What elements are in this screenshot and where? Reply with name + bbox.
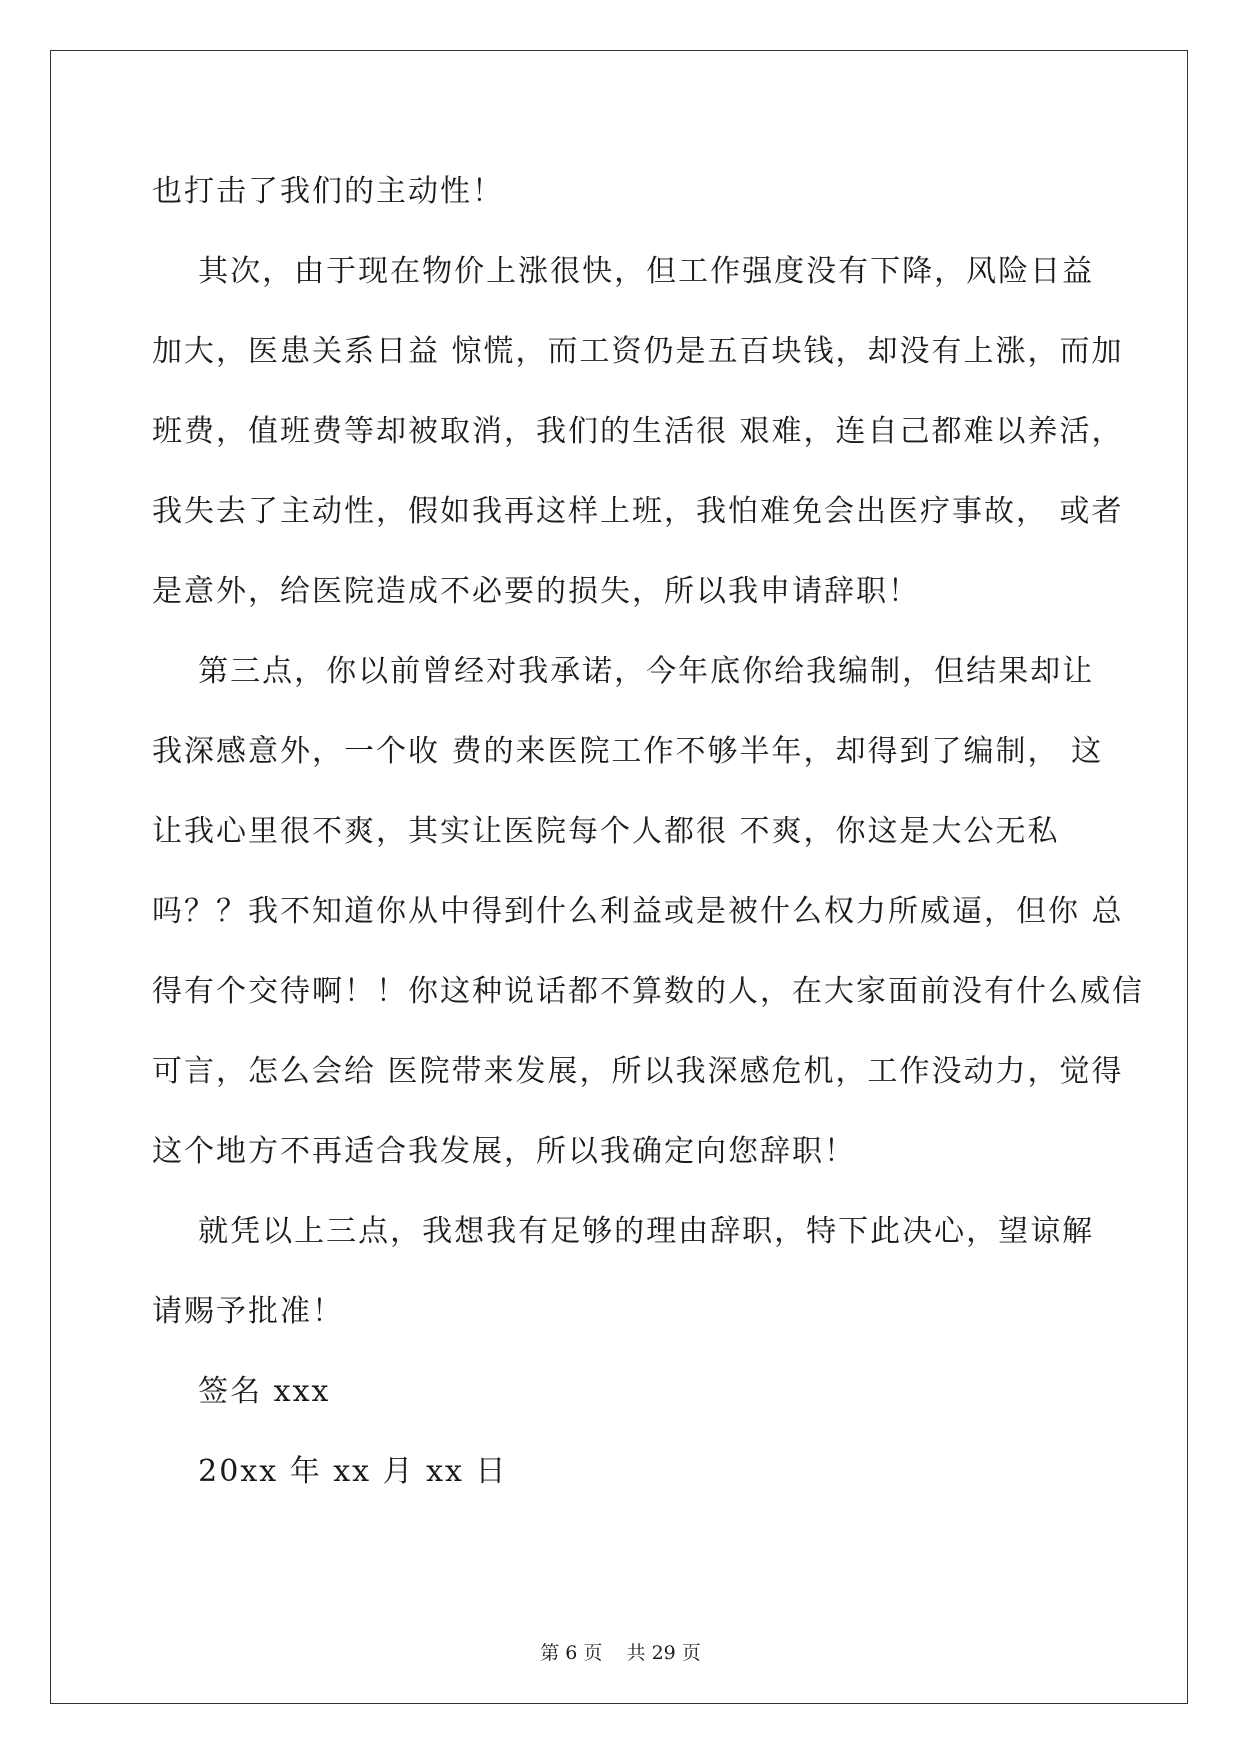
text-line: 这个地方不再适合我发展，所以我确定向您辞职！ — [152, 1134, 856, 1169]
text-line: 吗？？我不知道你从中得到什么利益或是被什么权力所威逼，但你 总 — [152, 894, 1124, 929]
text-line: 其次，由于现在物价上涨很快，但工作强度没有下降，风险日益 — [152, 254, 1095, 289]
text-line: 我深感意外，一个收 费的来医院工作不够半年，却得到了编制， 这 — [152, 734, 1104, 769]
text-line: 班费，值班费等却被取消，我们的生活很 艰难，连自己都难以养活， — [152, 414, 1124, 449]
text-line: 第三点，你以前曾经对我承诺，今年底你给我编制，但结果却让 — [152, 654, 1095, 689]
text-line: 得有个交待啊！！你这种说话都不算数的人，在大家面前没有什么威信 — [152, 974, 1144, 1009]
text-line: 可言，怎么会给 医院带来发展，所以我深感危机，工作没动力，觉得 — [152, 1054, 1124, 1089]
text-line: 加大，医患关系日益 惊慌，而工资仍是五百块钱，却没有上涨，而加 — [152, 334, 1124, 369]
text-line: 就凭以上三点，我想我有足够的理由辞职，特下此决心，望谅解 — [152, 1214, 1095, 1249]
text-line: 请赐予批准！ — [152, 1294, 344, 1329]
text-line: 也打击了我们的主动性！ — [152, 174, 504, 209]
page-number-footer: 第 6 页 共 29 页 — [540, 1642, 701, 1664]
text-line: 让我心里很不爽，其实让医院每个人都很 不爽，你这是大公无私 — [152, 814, 1060, 849]
signature-line: 签名 xxx — [152, 1374, 331, 1409]
date-line: 20xx 年 xx 月 xx 日 — [152, 1454, 508, 1489]
text-line: 我失去了主动性，假如我再这样上班，我怕难免会出医疗事故， 或者 — [152, 494, 1124, 529]
text-line: 是意外，给医院造成不必要的损失，所以我申请辞职！ — [152, 574, 920, 609]
